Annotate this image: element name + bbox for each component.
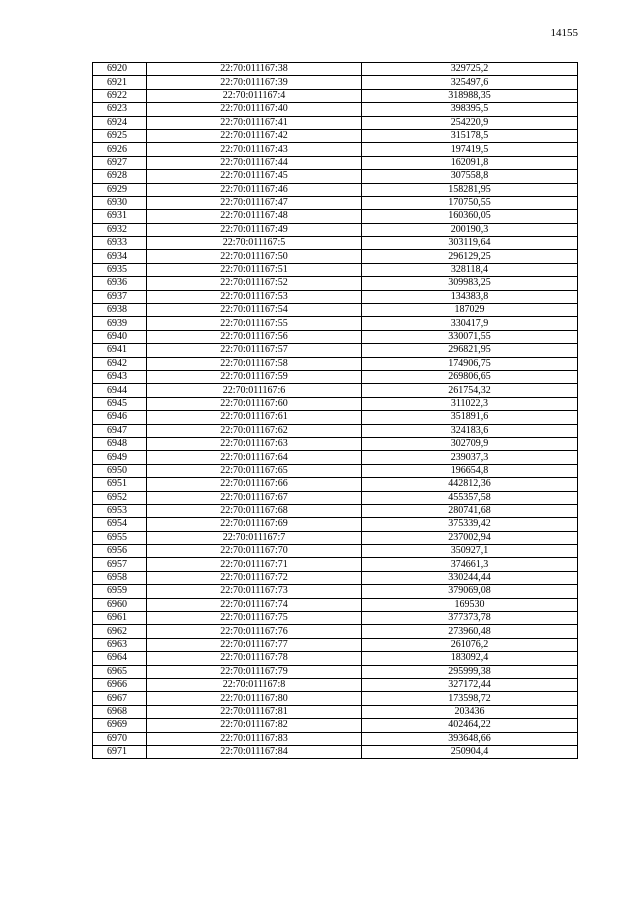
cadastral-number-cell: 22:70:011167:61: [147, 411, 362, 424]
cadastral-number-cell: 22:70:011167:6: [147, 384, 362, 397]
cadastral-number-cell: 22:70:011167:45: [147, 170, 362, 183]
value-cell: 273960,48: [362, 625, 578, 638]
value-cell: 269806,65: [362, 370, 578, 383]
row-number-cell: 6970: [93, 732, 147, 745]
row-number-cell: 6960: [93, 598, 147, 611]
table-row: [93, 196, 578, 209]
row-number-cell: 6951: [93, 478, 147, 491]
value-cell: 183092,4: [362, 652, 578, 665]
cadastral-number-cell: 22:70:011167:81: [147, 705, 362, 718]
cadastral-number-cell: 22:70:011167:57: [147, 344, 362, 357]
table-row: [93, 143, 578, 156]
cadastral-number-cell: 22:70:011167:73: [147, 585, 362, 598]
cadastral-number-cell: 22:70:011167:43: [147, 143, 362, 156]
cadastral-number-cell: 22:70:011167:38: [147, 63, 362, 76]
data-table: [92, 62, 578, 759]
row-number-cell: 6933: [93, 237, 147, 250]
value-cell: 295999,38: [362, 665, 578, 678]
value-cell: 169530: [362, 598, 578, 611]
table-row: [93, 76, 578, 89]
table-row: [93, 719, 578, 732]
cadastral-number-cell: 22:70:011167:53: [147, 290, 362, 303]
row-number-cell: 6944: [93, 384, 147, 397]
value-cell: 455357,58: [362, 491, 578, 504]
table-row: [93, 304, 578, 317]
table-row: [93, 598, 578, 611]
value-cell: 351891,6: [362, 411, 578, 424]
cadastral-number-cell: 22:70:011167:48: [147, 210, 362, 223]
cadastral-number-cell: 22:70:011167:65: [147, 464, 362, 477]
cadastral-number-cell: 22:70:011167:66: [147, 478, 362, 491]
value-cell: 377373,78: [362, 612, 578, 625]
value-cell: 327172,44: [362, 678, 578, 691]
value-cell: 350927,1: [362, 545, 578, 558]
value-cell: 324183,6: [362, 424, 578, 437]
value-cell: 170750,55: [362, 196, 578, 209]
value-cell: 330071,55: [362, 330, 578, 343]
cadastral-number-cell: 22:70:011167:49: [147, 223, 362, 236]
cadastral-number-cell: 22:70:011167:54: [147, 304, 362, 317]
row-number-cell: 6957: [93, 558, 147, 571]
value-cell: 158281,95: [362, 183, 578, 196]
table-row: [93, 330, 578, 343]
row-number-cell: 6964: [93, 652, 147, 665]
value-cell: 303119,64: [362, 237, 578, 250]
row-number-cell: 6926: [93, 143, 147, 156]
table-row: [93, 451, 578, 464]
row-number-cell: 6938: [93, 304, 147, 317]
cadastral-number-cell: 22:70:011167:74: [147, 598, 362, 611]
row-number-cell: 6922: [93, 89, 147, 102]
table-row: [93, 384, 578, 397]
cadastral-number-cell: 22:70:011167:40: [147, 103, 362, 116]
cadastral-number-cell: 22:70:011167:75: [147, 612, 362, 625]
cadastral-number-cell: 22:70:011167:56: [147, 330, 362, 343]
cadastral-number-cell: 22:70:011167:58: [147, 357, 362, 370]
table-row: [93, 504, 578, 517]
row-number-cell: 6931: [93, 210, 147, 223]
value-cell: 280741,68: [362, 504, 578, 517]
cadastral-number-cell: 22:70:011167:82: [147, 719, 362, 732]
value-cell: 329725,2: [362, 63, 578, 76]
table-row: [93, 638, 578, 651]
value-cell: 374661,3: [362, 558, 578, 571]
cadastral-number-cell: 22:70:011167:68: [147, 504, 362, 517]
row-number-cell: 6945: [93, 397, 147, 410]
cadastral-number-cell: 22:70:011167:64: [147, 451, 362, 464]
value-cell: 330417,9: [362, 317, 578, 330]
row-number-cell: 6961: [93, 612, 147, 625]
value-cell: 442812,36: [362, 478, 578, 491]
cadastral-number-cell: 22:70:011167:4: [147, 89, 362, 102]
table-row: [93, 397, 578, 410]
value-cell: 134383,8: [362, 290, 578, 303]
table-row: [93, 652, 578, 665]
table-row: [93, 745, 578, 758]
row-number-cell: 6955: [93, 531, 147, 544]
value-cell: 174906,75: [362, 357, 578, 370]
table-row: [93, 170, 578, 183]
table-row: [93, 357, 578, 370]
row-number-cell: 6950: [93, 464, 147, 477]
value-cell: 398395,5: [362, 103, 578, 116]
cadastral-number-cell: 22:70:011167:44: [147, 156, 362, 169]
cadastral-number-cell: 22:70:011167:55: [147, 317, 362, 330]
value-cell: 375339,42: [362, 518, 578, 531]
value-cell: 261754,32: [362, 384, 578, 397]
row-number-cell: 6947: [93, 424, 147, 437]
value-cell: 311022,3: [362, 397, 578, 410]
row-number-cell: 6936: [93, 277, 147, 290]
value-cell: 393648,66: [362, 732, 578, 745]
row-number-cell: 6954: [93, 518, 147, 531]
table-row: [93, 411, 578, 424]
cadastral-number-cell: 22:70:011167:83: [147, 732, 362, 745]
table-row: [93, 277, 578, 290]
cadastral-number-cell: 22:70:011167:5: [147, 237, 362, 250]
table-row: [93, 558, 578, 571]
row-number-cell: 6946: [93, 411, 147, 424]
table-body: [93, 63, 578, 759]
row-number-cell: 6942: [93, 357, 147, 370]
cadastral-number-cell: 22:70:011167:39: [147, 76, 362, 89]
row-number-cell: 6928: [93, 170, 147, 183]
value-cell: 302709,9: [362, 437, 578, 450]
cadastral-number-cell: 22:70:011167:62: [147, 424, 362, 437]
table-row: [93, 237, 578, 250]
table-row: [93, 370, 578, 383]
row-number-cell: 6971: [93, 745, 147, 758]
row-number-cell: 6943: [93, 370, 147, 383]
row-number-cell: 6923: [93, 103, 147, 116]
table-row: [93, 250, 578, 263]
value-cell: 296821,95: [362, 344, 578, 357]
value-cell: 200190,3: [362, 223, 578, 236]
row-number-cell: 6929: [93, 183, 147, 196]
table-row: [93, 424, 578, 437]
value-cell: 250904,4: [362, 745, 578, 758]
table-row: [93, 129, 578, 142]
value-cell: 325497,6: [362, 76, 578, 89]
cadastral-number-cell: 22:70:011167:52: [147, 277, 362, 290]
row-number-cell: 6920: [93, 63, 147, 76]
value-cell: 330244,44: [362, 571, 578, 584]
value-cell: 307558,8: [362, 170, 578, 183]
table-row: [93, 103, 578, 116]
value-cell: 203436: [362, 705, 578, 718]
cadastral-number-cell: 22:70:011167:71: [147, 558, 362, 571]
table-row: [93, 437, 578, 450]
row-number-cell: 6966: [93, 678, 147, 691]
value-cell: 379069,08: [362, 585, 578, 598]
row-number-cell: 6963: [93, 638, 147, 651]
table-row: [93, 571, 578, 584]
value-cell: 402464,22: [362, 719, 578, 732]
table-row: [93, 156, 578, 169]
cadastral-number-cell: 22:70:011167:76: [147, 625, 362, 638]
value-cell: 160360,05: [362, 210, 578, 223]
table-row: [93, 732, 578, 745]
table-row: [93, 545, 578, 558]
row-number-cell: 6958: [93, 571, 147, 584]
row-number-cell: 6956: [93, 545, 147, 558]
row-number-cell: 6937: [93, 290, 147, 303]
value-cell: 196654,8: [362, 464, 578, 477]
cadastral-number-cell: 22:70:011167:8: [147, 678, 362, 691]
table-row: [93, 705, 578, 718]
row-number-cell: 6949: [93, 451, 147, 464]
cadastral-number-cell: 22:70:011167:46: [147, 183, 362, 196]
table-row: [93, 478, 578, 491]
row-number-cell: 6959: [93, 585, 147, 598]
table-row: [93, 263, 578, 276]
row-number-cell: 6953: [93, 504, 147, 517]
row-number-cell: 6969: [93, 719, 147, 732]
table-row: [93, 63, 578, 76]
table-row: [93, 678, 578, 691]
table-row: [93, 290, 578, 303]
value-cell: 254220,9: [362, 116, 578, 129]
row-number-cell: 6948: [93, 437, 147, 450]
cadastral-number-cell: 22:70:011167:77: [147, 638, 362, 651]
row-number-cell: 6935: [93, 263, 147, 276]
value-cell: 239037,3: [362, 451, 578, 464]
table-row: [93, 183, 578, 196]
table-row: [93, 116, 578, 129]
row-number-cell: 6952: [93, 491, 147, 504]
table-row: [93, 585, 578, 598]
cadastral-number-cell: 22:70:011167:63: [147, 437, 362, 450]
table-row: [93, 89, 578, 102]
value-cell: 315178,5: [362, 129, 578, 142]
value-cell: 187029: [362, 304, 578, 317]
cadastral-number-cell: 22:70:011167:51: [147, 263, 362, 276]
cadastral-number-cell: 22:70:011167:67: [147, 491, 362, 504]
table-row: [93, 665, 578, 678]
value-cell: 296129,25: [362, 250, 578, 263]
table-row: [93, 625, 578, 638]
value-cell: 318988,35: [362, 89, 578, 102]
row-number-cell: 6939: [93, 317, 147, 330]
row-number-cell: 6940: [93, 330, 147, 343]
row-number-cell: 6968: [93, 705, 147, 718]
value-cell: 261076,2: [362, 638, 578, 651]
cadastral-number-cell: 22:70:011167:7: [147, 531, 362, 544]
cadastral-number-cell: 22:70:011167:60: [147, 397, 362, 410]
cadastral-number-cell: 22:70:011167:78: [147, 652, 362, 665]
row-number-cell: 6930: [93, 196, 147, 209]
table-row: [93, 692, 578, 705]
row-number-cell: 6925: [93, 129, 147, 142]
cadastral-number-cell: 22:70:011167:41: [147, 116, 362, 129]
page-number: 14155: [550, 27, 578, 39]
value-cell: 309983,25: [362, 277, 578, 290]
table-row: [93, 317, 578, 330]
cadastral-number-cell: 22:70:011167:84: [147, 745, 362, 758]
cadastral-number-cell: 22:70:011167:47: [147, 196, 362, 209]
cadastral-number-cell: 22:70:011167:59: [147, 370, 362, 383]
value-cell: 328118,4: [362, 263, 578, 276]
table-row: [93, 223, 578, 236]
cadastral-number-cell: 22:70:011167:69: [147, 518, 362, 531]
table-row: [93, 531, 578, 544]
table-row: [93, 491, 578, 504]
row-number-cell: 6924: [93, 116, 147, 129]
value-cell: 197419,5: [362, 143, 578, 156]
row-number-cell: 6921: [93, 76, 147, 89]
row-number-cell: 6941: [93, 344, 147, 357]
cadastral-number-cell: 22:70:011167:42: [147, 129, 362, 142]
value-cell: 162091,8: [362, 156, 578, 169]
table-row: [93, 464, 578, 477]
value-cell: 173598,72: [362, 692, 578, 705]
row-number-cell: 6965: [93, 665, 147, 678]
cadastral-number-cell: 22:70:011167:70: [147, 545, 362, 558]
cadastral-number-cell: 22:70:011167:50: [147, 250, 362, 263]
row-number-cell: 6934: [93, 250, 147, 263]
cadastral-number-cell: 22:70:011167:80: [147, 692, 362, 705]
row-number-cell: 6967: [93, 692, 147, 705]
value-cell: 237002,94: [362, 531, 578, 544]
table-row: [93, 344, 578, 357]
row-number-cell: 6932: [93, 223, 147, 236]
table-row: [93, 210, 578, 223]
cadastral-number-cell: 22:70:011167:79: [147, 665, 362, 678]
row-number-cell: 6962: [93, 625, 147, 638]
row-number-cell: 6927: [93, 156, 147, 169]
cadastral-number-cell: 22:70:011167:72: [147, 571, 362, 584]
table-row: [93, 518, 578, 531]
table-row: [93, 612, 578, 625]
